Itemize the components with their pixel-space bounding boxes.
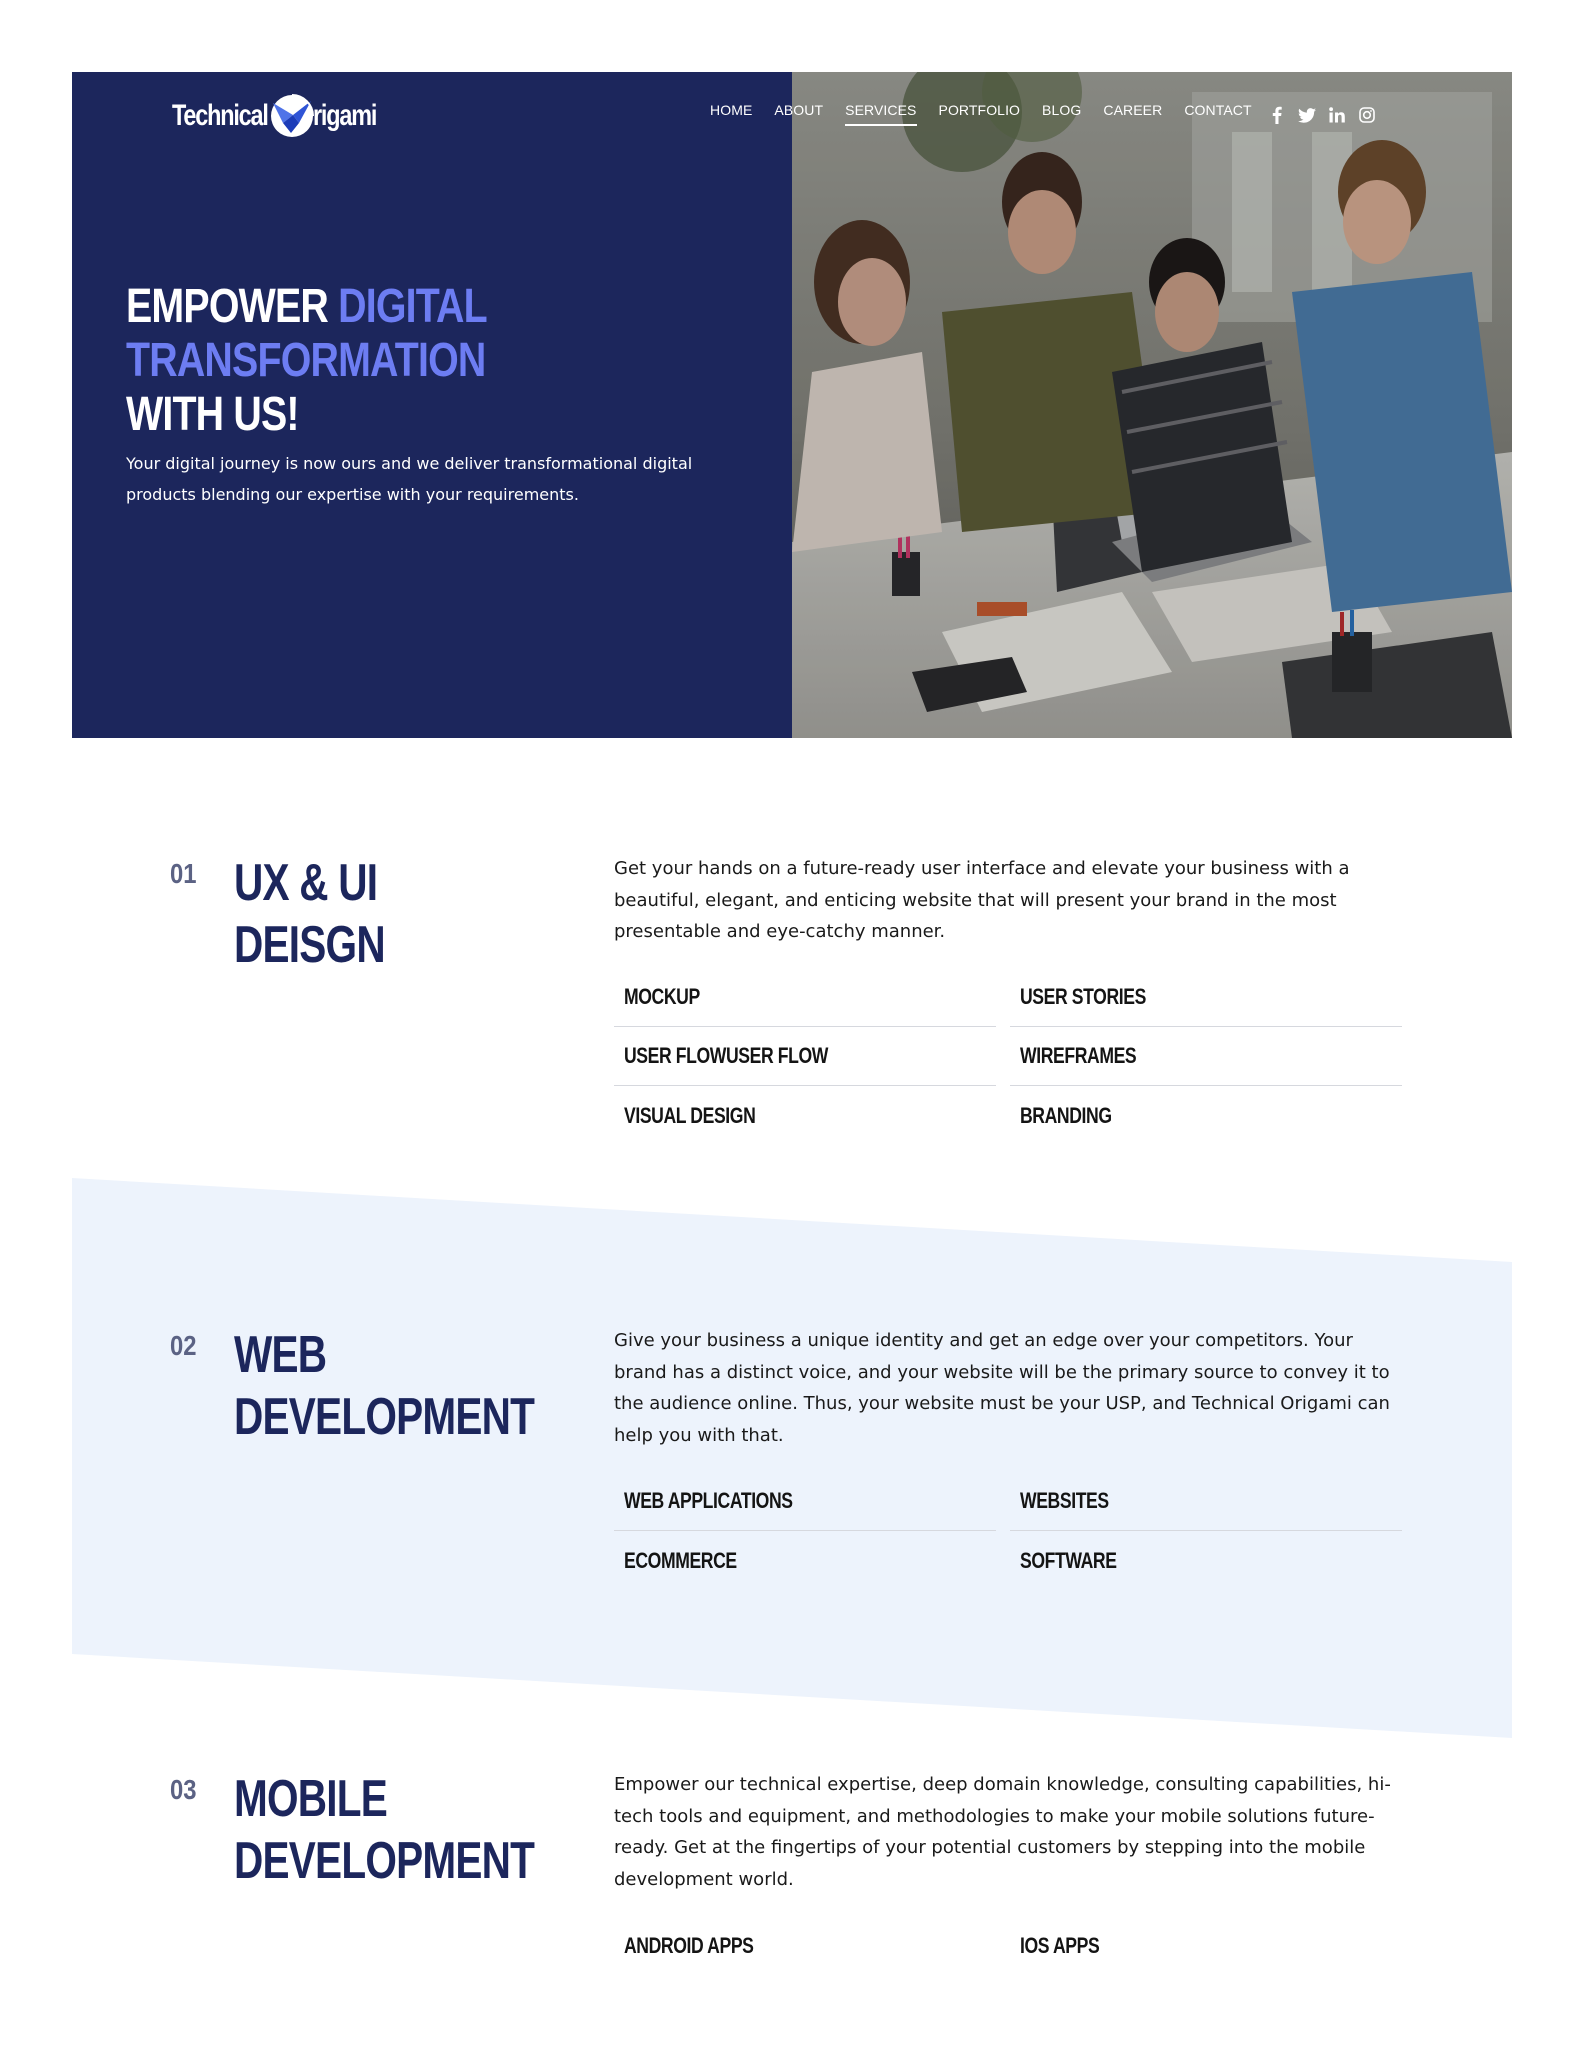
service-tags <box>614 1916 1402 1975</box>
page-frame <box>72 72 1512 738</box>
service-title: WEB DEVELOPMENT <box>234 1326 535 1446</box>
services-band <box>72 1178 1512 1738</box>
hero-title-accent: DIGITAL TRANSFORMATION <box>126 280 487 387</box>
tag-ios-apps: IOS APPS <box>1020 1932 1100 1958</box>
origami-bird-icon <box>269 93 315 139</box>
service-tags <box>614 1472 1402 1590</box>
tag-web-applications: WEB APPLICATIONS <box>614 1472 996 1531</box>
hero-description: Your digital journey is now ours and we deliver transformational digital products blending our expertise with your requirements. <box>126 454 693 504</box>
site-header <box>72 72 1512 158</box>
tag-visual-design: VISUAL DESIGN <box>624 1102 756 1128</box>
tag-android-apps: ANDROID APPS <box>624 1932 754 1958</box>
service-description: Give your business a unique identity and get an edge over your competitors. Your brand has a distinct voice, and your website will be the primary source to convey it to the audience online. Thus, your website must be your USP, and Technical Origami can help you with that. <box>614 1330 1390 1446</box>
tag-user-flow: USER FLOWUSER FLOW <box>614 1027 996 1086</box>
twitter-icon[interactable] <box>1298 106 1316 124</box>
main-nav <box>710 102 1274 126</box>
service-description: Get your hands on a future-ready user interface and elevate your business with a beautiful, elegant, and enticing website that will present your brand in the most presentable and eye-catchy manner. <box>614 858 1350 942</box>
logo-text-technical: Technical <box>172 99 268 132</box>
nav-services[interactable]: SERVICES <box>845 102 916 126</box>
nav-home[interactable]: HOME <box>710 102 753 118</box>
hero-title-part2: WITH US! <box>126 388 299 441</box>
tag-ecommerce: ECOMMERCE <box>624 1547 737 1573</box>
social-links <box>1268 106 1376 124</box>
tag-mockup: MOCKUP <box>614 968 996 1027</box>
nav-blog[interactable]: BLOG <box>1042 102 1082 118</box>
tag-wireframes: WIREFRAMES <box>1010 1027 1402 1086</box>
instagram-icon[interactable] <box>1358 106 1376 124</box>
tag-user-stories: USER STORIES <box>1010 968 1402 1027</box>
tag-software: SOFTWARE <box>1020 1547 1117 1573</box>
hero-title-part1: EMPOWER <box>126 280 339 333</box>
site-logo[interactable] <box>172 92 394 140</box>
logo-text-rigami: rigami <box>312 99 376 132</box>
service-title: MOBILE DEVELOPMENT <box>234 1770 535 1890</box>
nav-contact[interactable]: CONTACT <box>1184 102 1252 118</box>
nav-portfolio[interactable]: PORTFOLIO <box>938 102 1021 118</box>
facebook-icon[interactable] <box>1268 106 1286 124</box>
service-number: 01 <box>170 858 197 889</box>
nav-about[interactable]: ABOUT <box>774 102 824 118</box>
nav-career[interactable]: CAREER <box>1103 102 1163 118</box>
service-number: 02 <box>170 1330 197 1361</box>
service-number: 03 <box>170 1774 197 1805</box>
hero-team-photo <box>792 72 1512 738</box>
linkedin-icon[interactable] <box>1328 106 1346 124</box>
hero-title <box>126 280 634 442</box>
hero-section <box>72 72 1512 738</box>
tag-branding: BRANDING <box>1020 1102 1112 1128</box>
service-tags <box>614 968 1402 1145</box>
tag-websites: WEBSITES <box>1010 1472 1402 1531</box>
service-title: UX & UI DEISGN <box>234 854 385 974</box>
service-description: Empower our technical expertise, deep domain knowledge, consulting capabilities, hi-tech tools and equipment, and methodologies to make your mobile solutions future-ready. Get at the fingertips of your potential customers by stepping into the mobile development world. <box>614 1774 1391 1890</box>
